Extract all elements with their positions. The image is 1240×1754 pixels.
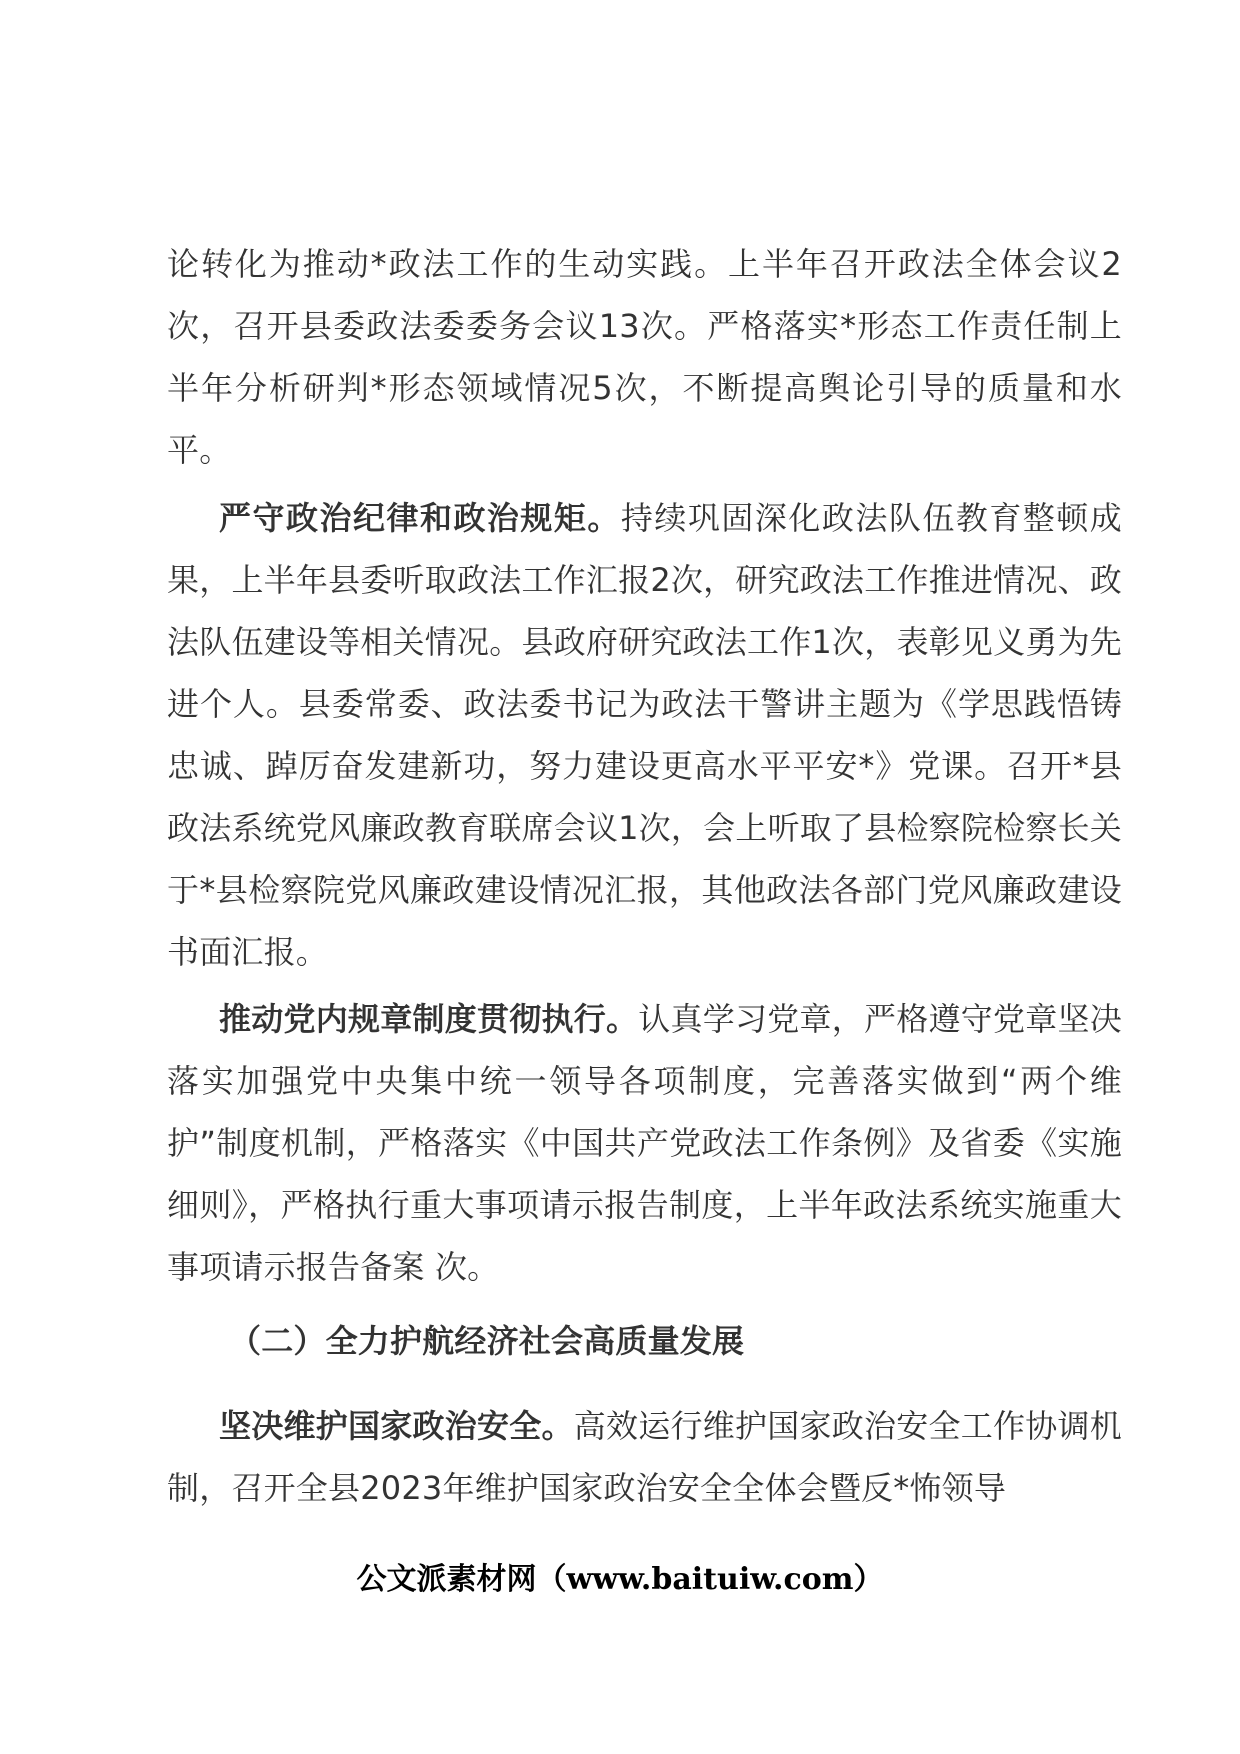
section-heading: （二）全力护航经济社会高质量发展 — [229, 1322, 745, 1360]
paragraph-2-text: 持续巩固深化政法队伍教育整顿成果，上半年县委听取政法工作汇报2次，研究政法工作推进情况、政法队伍建设等相关情况。县政府研究政法工作1次，表彰见义勇为先进个人。县委常委、政法委书记为政法干警讲主题为《学思践悟铸忠诚、踔厉奋发建新功，努力建设更高水平平安*》党课。召开*县政法系统党风廉政教育联席会议1次，会上听取了县检察院检察长关于*县检察院党风廉政建设情况汇报，其他政法各部门党风廉政建设书面汇报。 — [167, 499, 1122, 971]
paragraph-1 — [167, 233, 1122, 481]
paragraph-4 — [167, 1395, 1122, 1519]
paragraph-3 — [167, 988, 1122, 1298]
paragraph-1-text: 论转化为推动*政法工作的生动实践。上半年召开政法全体会议2次，召开县委政法委委务会议13次。严格落实*形态工作责任制上半年分析研判*形态领域情况5次，不断提高舆论引导的质量和水平。 — [167, 245, 1122, 469]
paragraph-3-lead: 推动党内规章制度贯彻执行。 — [219, 1000, 639, 1038]
paragraph-3-text: 认真学习党章，严格遵守党章坚决落实加强党中央集中统一领导各项制度，完善落实做到“两个维护”制度机制，严格落实《中国共产党政法工作条例》及省委《实施细则》，严格执行重大事项请示报告制度，上半年政法系统实施重大事项请示报告备案 次。 — [167, 1000, 1122, 1286]
paragraph-4-text: 高效运行维护国家政治安全工作协调机制，召开全县2023年维护国家政治安全全体会暨反*怖领导 — [167, 1407, 1123, 1507]
footer-watermark: 公文派素材网（www.baituiw.com） — [356, 1562, 884, 1597]
paragraph-2-lead: 严守政治纪律和政治规矩。 — [219, 499, 621, 537]
paragraph-2 — [167, 487, 1122, 983]
paragraph-4-lead: 坚决维护国家政治安全。 — [219, 1407, 574, 1445]
